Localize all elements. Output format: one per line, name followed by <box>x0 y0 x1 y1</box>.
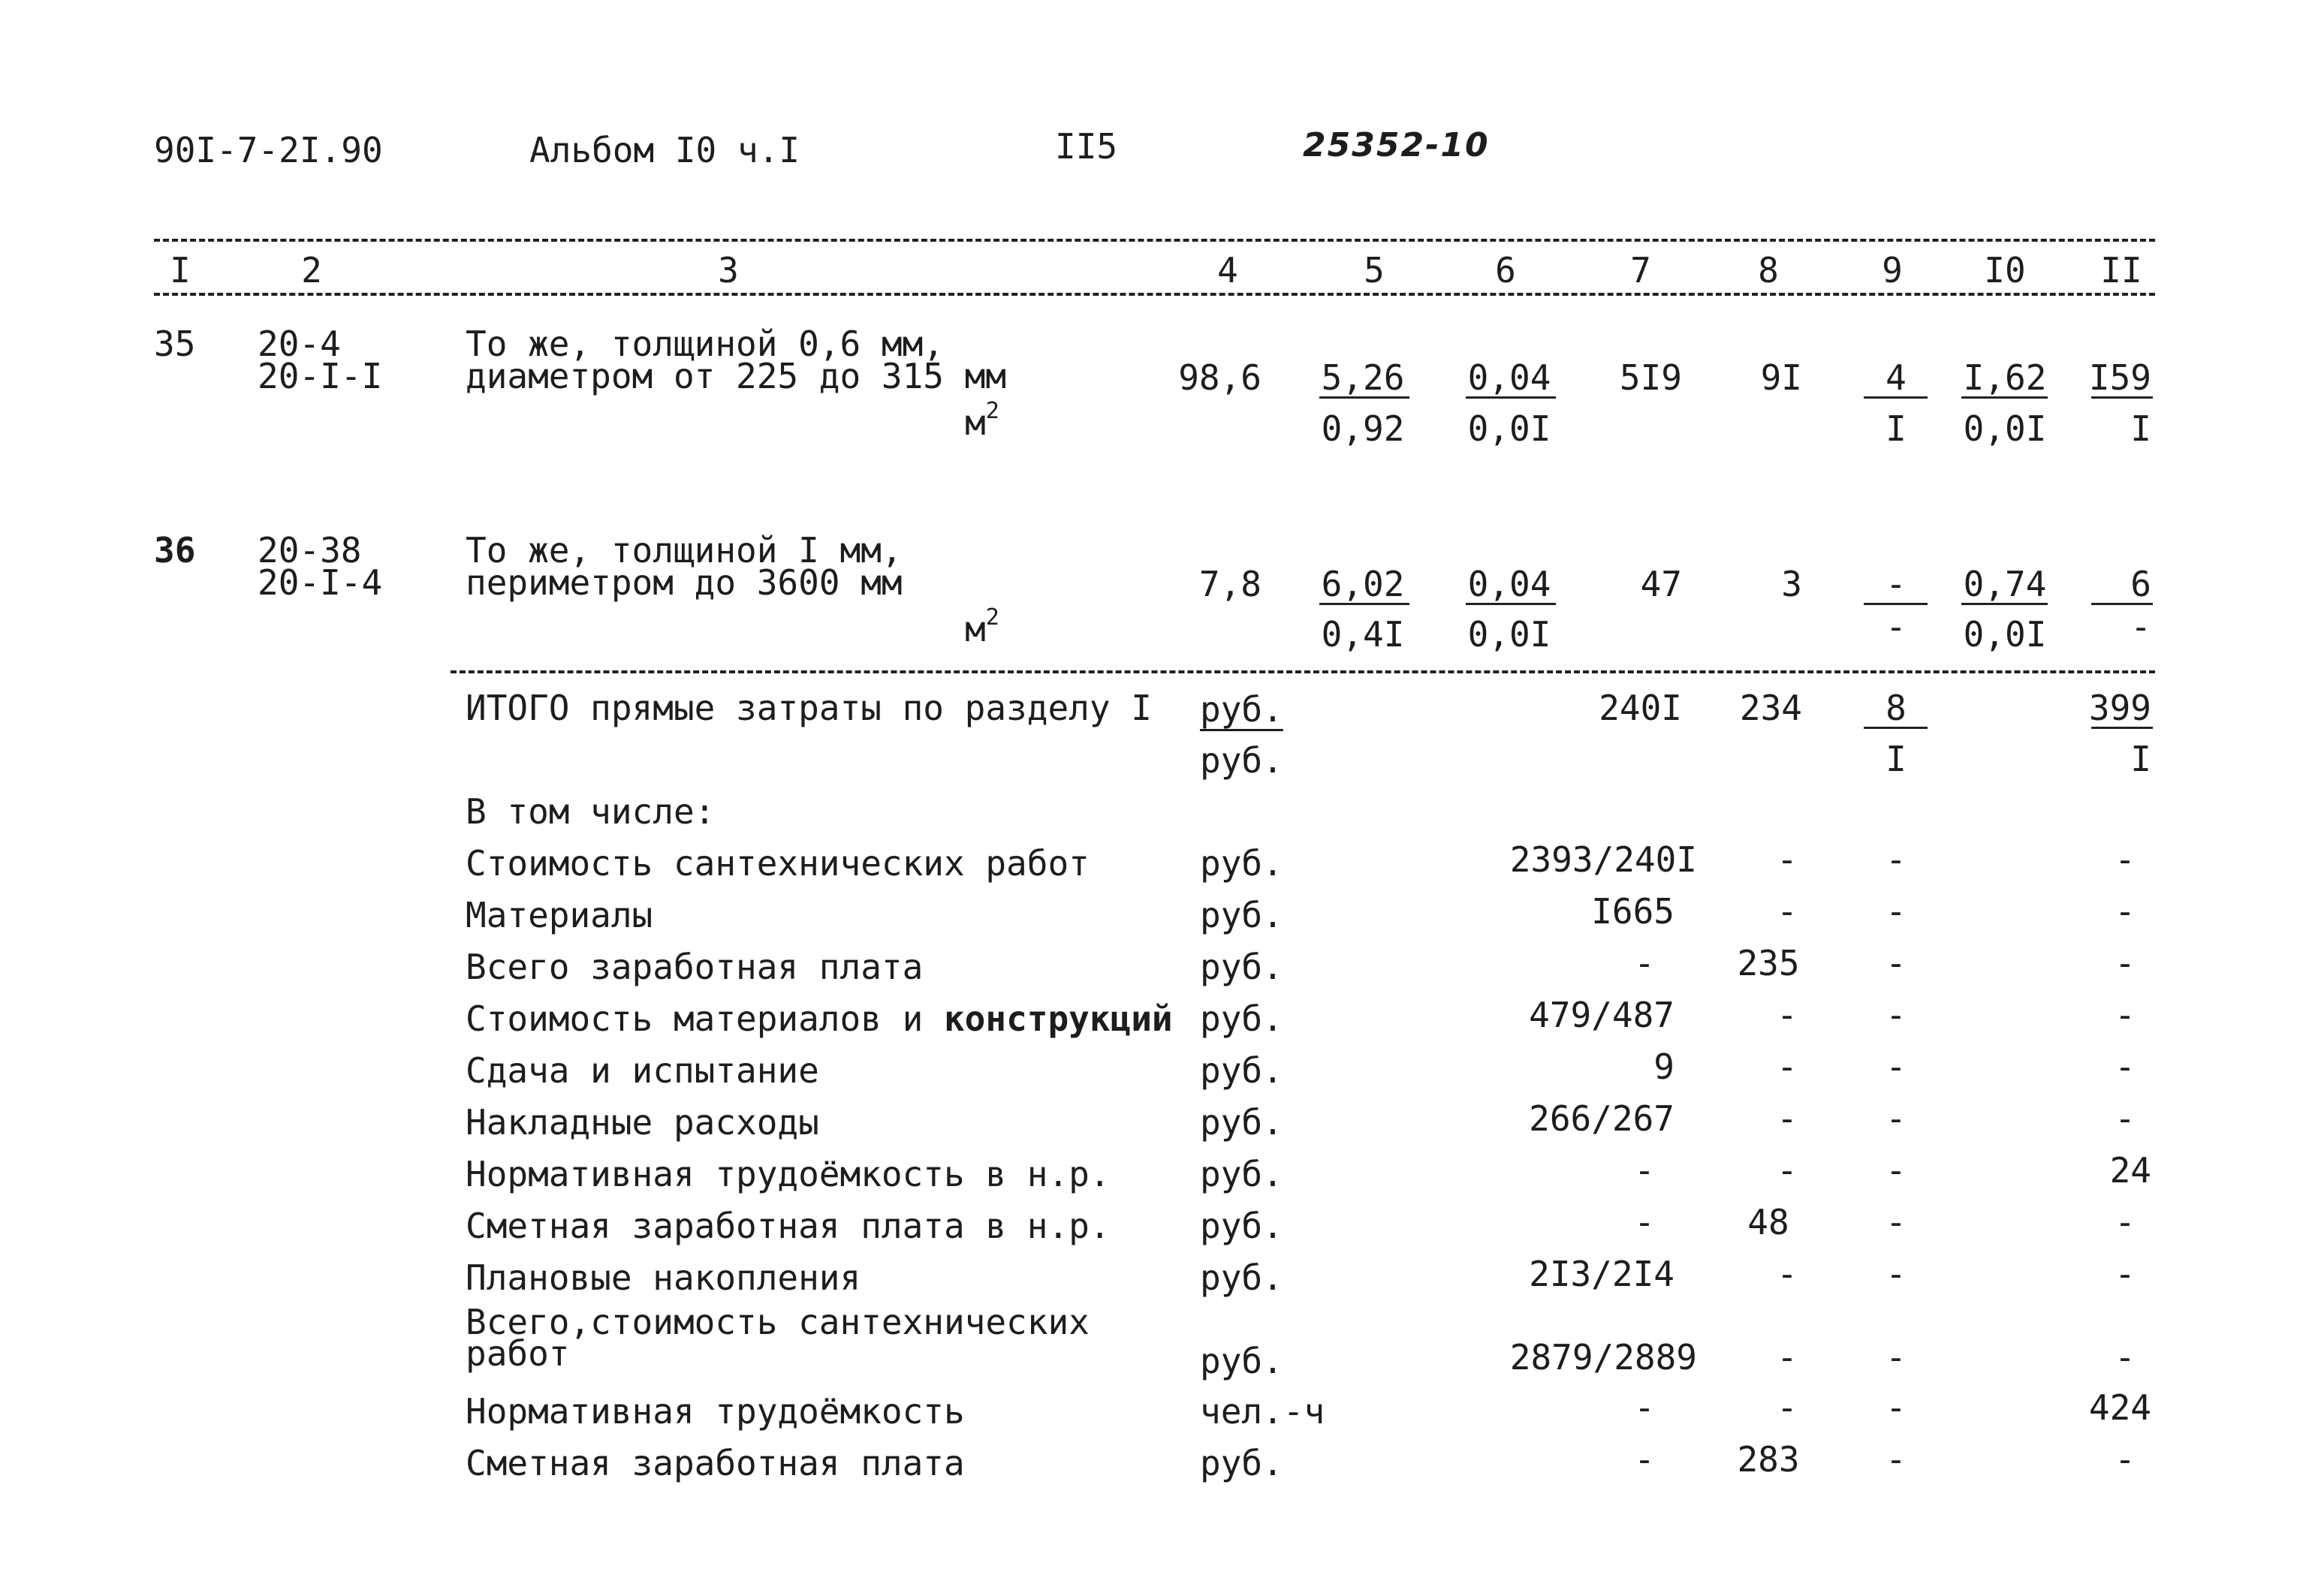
summary-col8: - <box>1777 1046 1798 1087</box>
column-header: 4 <box>1217 250 1238 291</box>
summary-col11: - <box>2115 1098 2136 1139</box>
cell-col6-top: 0,04 <box>1467 564 1551 604</box>
summary-col7: 9 <box>1653 1046 1674 1087</box>
summary-unit: руб. <box>1200 1206 1283 1246</box>
summary-label-bold-part: конструкций <box>943 998 1173 1039</box>
summary-col11: 24 <box>2109 1150 2151 1191</box>
summary-col8: - <box>1777 995 1798 1035</box>
cell-col5-top: 5,26 <box>1321 357 1405 398</box>
summary-label: Сметная заработная плата <box>466 1443 965 1483</box>
summary-label: Нормативная трудоёмкость <box>466 1391 965 1432</box>
summary-label <box>466 998 1173 1039</box>
summary-unit: руб. <box>1200 1154 1283 1194</box>
summary-col11: - <box>2115 995 2136 1035</box>
summary-col7: 2393/240I <box>1509 839 1697 880</box>
column-header: 8 <box>1758 250 1779 291</box>
summary-unit: руб. <box>1200 895 1283 935</box>
summary-col11: - <box>2115 1202 2136 1242</box>
summary-label: Материалы <box>466 895 653 935</box>
summary-col7: I665 <box>1591 891 1674 932</box>
cell-col8: 3 <box>1781 564 1802 604</box>
summary-col7: 479/487 <box>1529 995 1674 1035</box>
summary-label: Плановые накопления <box>466 1257 861 1298</box>
summary-col8: - <box>1777 891 1798 932</box>
summary-col8: - <box>1777 1387 1798 1428</box>
cell-col5-bottom: 0,92 <box>1321 408 1405 449</box>
column-header: I0 <box>1984 250 2026 291</box>
summary-unit: руб. <box>1200 1341 1283 1381</box>
column-header: 9 <box>1882 250 1903 291</box>
summary-col8: - <box>1777 839 1798 880</box>
cell-col9-bottom: I <box>1885 408 1907 449</box>
column-header: 6 <box>1495 250 1516 291</box>
summary-col11: - <box>2115 891 2136 932</box>
fraction-line <box>1864 603 1928 605</box>
stamp-number: 25352-10 <box>1303 126 1490 164</box>
column-header: 2 <box>301 250 322 291</box>
summary-col9: - <box>1885 1254 1907 1294</box>
document-code: 90I-7-2I.90 <box>154 130 383 170</box>
unit-text: м <box>965 609 986 649</box>
summary-col7: 2879/2889 <box>1509 1337 1697 1378</box>
cell-col6-bottom: 0,0I <box>1467 408 1551 449</box>
cell-col5-top: 6,02 <box>1321 564 1405 604</box>
summary-label-part: Стоимость материалов и <box>466 998 944 1039</box>
row-number: 35 <box>154 324 196 364</box>
code-line: 20-38 <box>258 530 362 571</box>
summary-col7: - <box>1634 1202 1655 1242</box>
unit-label <box>965 398 999 443</box>
fraction-line <box>2091 396 2153 399</box>
cell-col9-top: - <box>1885 564 1907 604</box>
summary-col9: - <box>1885 1202 1907 1242</box>
summary-label: Сдача и испытание <box>466 1050 819 1091</box>
column-header: 5 <box>1364 250 1385 291</box>
summary-col9: - <box>1885 839 1907 880</box>
fraction-line <box>1466 603 1556 605</box>
column-header: 3 <box>718 250 739 291</box>
cell-col10-top: 0,74 <box>1963 564 2047 604</box>
summary-label: работ <box>466 1333 570 1374</box>
description-line: То же, толщиной 0,6 мм, <box>466 324 944 364</box>
summary-col7: - <box>1634 943 1655 983</box>
row-number: 36 <box>154 530 196 571</box>
cell-col9-top: 4 <box>1885 357 1907 398</box>
description-line: периметром до 3600 мм <box>466 562 903 603</box>
page-number: II5 <box>1055 126 1118 167</box>
cell-col7: 5I9 <box>1619 357 1682 398</box>
summary-label: Всего заработная плата <box>466 947 924 987</box>
summary-col9: - <box>1885 891 1907 932</box>
code-line: 20-4 <box>258 324 341 364</box>
summary-col11: - <box>2115 1439 2136 1480</box>
summary-col11: - <box>2115 1254 2136 1294</box>
summary-col7: - <box>1634 1150 1655 1191</box>
cell-col7: 47 <box>1640 564 1682 604</box>
summary-col7: - <box>1634 1439 1655 1480</box>
summary-col9: - <box>1885 1337 1907 1378</box>
cell-col11-top: 6 <box>2130 564 2151 604</box>
total-col11-top: 399 <box>2088 688 2151 728</box>
summary-col8: - <box>1777 1337 1798 1378</box>
column-header: I <box>170 250 191 291</box>
summary-label: Всего,стоимость сантехнических <box>466 1302 1090 1342</box>
summary-label: Сметная заработная плата в н.р. <box>466 1206 1111 1246</box>
header-bottom-rule <box>154 293 2155 296</box>
summary-col8: 283 <box>1737 1439 1800 1480</box>
cell-col9-bottom: - <box>1885 607 1907 647</box>
summary-col9: - <box>1885 1439 1907 1480</box>
fraction-line <box>1319 396 1409 399</box>
summary-col9: - <box>1885 943 1907 983</box>
cell-col8: 9I <box>1760 357 1802 398</box>
summary-col11: - <box>2115 1046 2136 1087</box>
summary-label: Накладные расходы <box>466 1102 819 1143</box>
summary-col7: 2I3/2I4 <box>1529 1254 1674 1294</box>
summary-col8: - <box>1777 1098 1798 1139</box>
total-col9-bottom: I <box>1885 739 1907 779</box>
unit-label <box>965 604 999 649</box>
code-line: 20-I-I <box>258 356 383 396</box>
column-header: 7 <box>1630 250 1651 291</box>
including-label: В том числе: <box>466 791 716 832</box>
summary-unit: руб. <box>1200 1102 1283 1143</box>
unit-superscript: 2 <box>985 604 999 631</box>
total-col11-bottom: I <box>2130 739 2151 779</box>
fraction-line <box>1864 396 1928 399</box>
summary-col9: - <box>1885 1098 1907 1139</box>
total-unit-bottom: руб. <box>1200 740 1283 781</box>
total-col9-top: 8 <box>1885 688 1907 728</box>
summary-label: Стоимость сантехнических работ <box>466 843 1090 884</box>
cell-col11-top: I59 <box>2088 357 2151 398</box>
cell-col10-top: I,62 <box>1963 357 2047 398</box>
summary-col9: - <box>1885 1387 1907 1428</box>
album-label: Альбом I0 ч.I <box>529 130 800 170</box>
cell-col6-top: 0,04 <box>1467 357 1551 398</box>
fraction-line <box>2091 603 2153 605</box>
summary-unit: руб. <box>1200 1257 1283 1298</box>
cell-col11-bottom: I <box>2130 408 2151 449</box>
header-top-rule <box>154 239 2155 242</box>
summary-col8: - <box>1777 1150 1798 1191</box>
fraction-line <box>1864 727 1928 729</box>
cell-col6-bottom: 0,0I <box>1467 614 1551 655</box>
fraction-line <box>1466 396 1556 399</box>
total-unit-top: руб. <box>1200 689 1283 730</box>
summary-col11: - <box>2115 1337 2136 1378</box>
summary-col7: - <box>1634 1387 1655 1428</box>
summary-unit: руб. <box>1200 947 1283 987</box>
total-col7: 240I <box>1599 688 1682 728</box>
unit-text: м <box>965 402 986 443</box>
description-line: То же, толщиной I мм, <box>466 530 903 571</box>
summary-unit: руб. <box>1200 998 1283 1039</box>
fraction-line <box>1319 603 1409 605</box>
summary-col9: - <box>1885 1046 1907 1087</box>
cell-col11-bottom: - <box>2130 607 2151 647</box>
total-separator-rule <box>451 670 2155 673</box>
cell-col5-bottom: 0,4I <box>1321 614 1405 655</box>
summary-col8: - <box>1777 1254 1798 1294</box>
summary-unit: чел.-ч <box>1200 1391 1325 1432</box>
summary-col7: 266/267 <box>1529 1098 1674 1139</box>
summary-col11: 424 <box>2088 1387 2151 1428</box>
summary-col9: - <box>1885 995 1907 1035</box>
summary-unit: руб. <box>1200 843 1283 884</box>
column-header: II <box>2100 250 2142 291</box>
summary-unit: руб. <box>1200 1050 1283 1091</box>
total-label: ИТОГО прямые затраты по разделу I <box>466 688 1152 728</box>
summary-col9: - <box>1885 1150 1907 1191</box>
summary-col11: - <box>2115 839 2136 880</box>
fraction-line <box>1961 603 2048 605</box>
summary-col8: 48 <box>1747 1202 1789 1242</box>
summary-col11: - <box>2115 943 2136 983</box>
fraction-line <box>2091 727 2153 729</box>
fraction-line <box>1961 396 2048 399</box>
unit-superscript: 2 <box>985 398 999 424</box>
cell-col4: 98,6 <box>1178 357 1262 398</box>
summary-col8: 235 <box>1737 943 1800 983</box>
cell-col10-bottom: 0,0I <box>1963 408 2047 449</box>
cell-col4: 7,8 <box>1198 564 1262 604</box>
code-line: 20-I-4 <box>258 562 383 603</box>
total-col8: 234 <box>1739 688 1802 728</box>
description-line: диаметром от 225 до 315 мм <box>466 356 1007 396</box>
cell-col10-bottom: 0,0I <box>1963 614 2047 655</box>
summary-unit: руб. <box>1200 1443 1283 1483</box>
summary-label: Нормативная трудоёмкость в н.р. <box>466 1154 1111 1194</box>
